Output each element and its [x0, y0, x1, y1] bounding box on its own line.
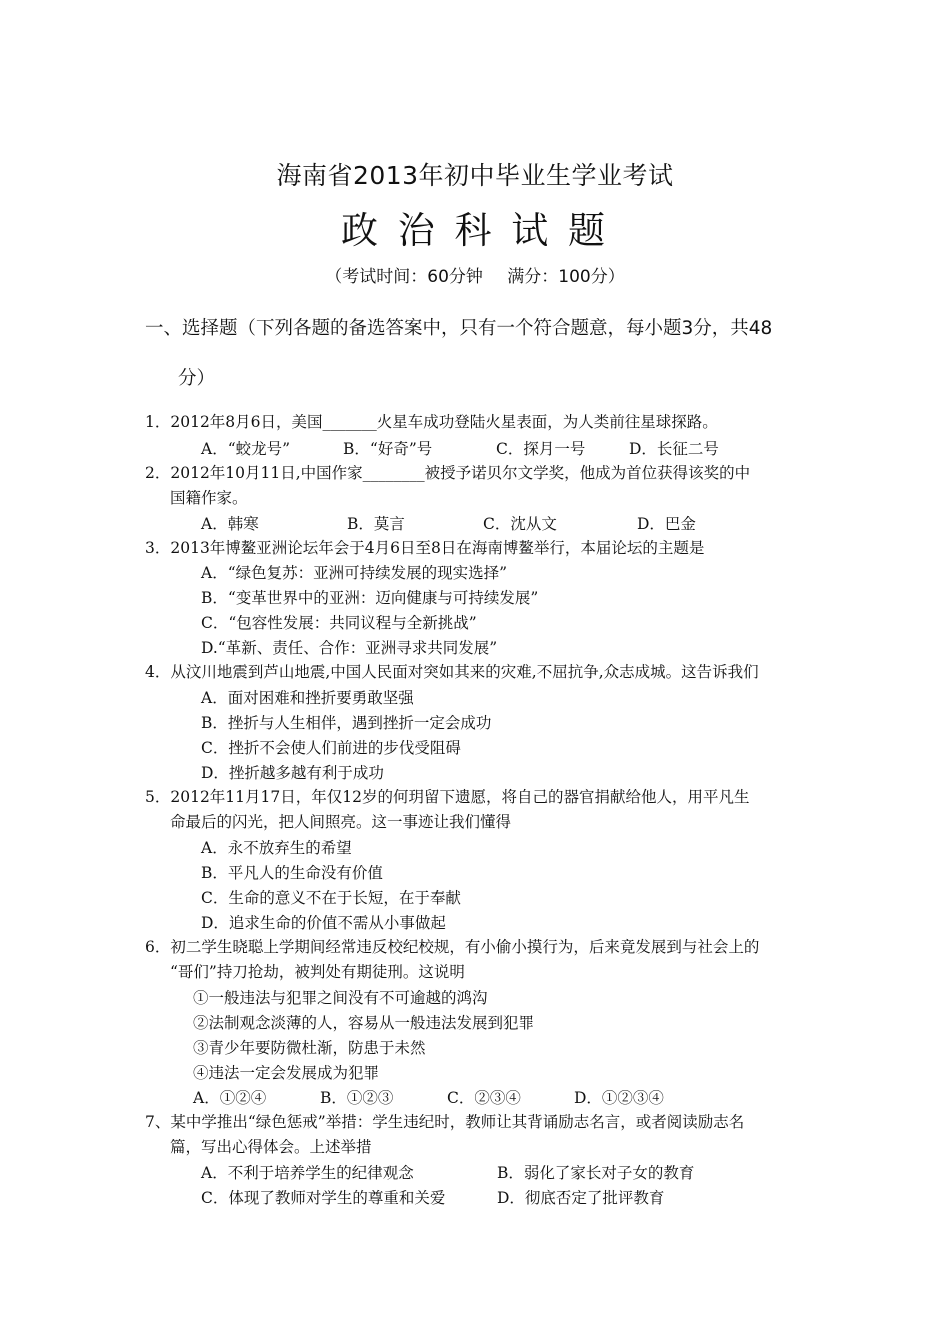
- question-7-option-b: B．弱化了家长对子女的教育: [497, 1164, 695, 1182]
- section-heading-cont: 分）: [178, 368, 216, 389]
- exam-info: （考试时间：60分钟 满分：100分）: [325, 267, 625, 287]
- question-7-stem-cont: 篇，写出心得体会。上述举措: [170, 1138, 372, 1156]
- question-6-option-d: D．①②③④: [574, 1089, 664, 1107]
- question-4-option-a: A．面对困难和挫折要勇敢坚强: [201, 689, 414, 707]
- question-7-stem: 7、某中学推出“绿色惩戒”举措：学生违纪时，教师让其背诵励志名言，或者阅读励志名: [145, 1113, 745, 1131]
- question-1-option-c: C．探月一号: [496, 440, 586, 458]
- question-3-stem: 3．2013年博鳌亚洲论坛年会于4月6日至8日在海南博鳌举行，本届论坛的主题是: [145, 539, 705, 557]
- question-3-option-c: C．“包容性发展：共同议程与全新挑战”: [201, 614, 477, 632]
- question-2-option-a: A．韩寒: [201, 515, 259, 533]
- question-1-option-d: D．长征二号: [629, 440, 719, 458]
- question-6-option-a: A．①②④: [193, 1089, 267, 1107]
- question-5-option-d: D．追求生命的价值不需从小事做起: [201, 914, 446, 932]
- question-3-option-d: D.“革新、责任、合作：亚洲寻求共同发展”: [201, 639, 498, 657]
- question-4-stem: 4．从汶川地震到芦山地震,中国人民面对突如其来的灾难,不屈抗争,众志成城。这告诉我们: [145, 663, 759, 681]
- question-6-statement-4: ④违法一定会发展成为犯罪: [193, 1064, 380, 1082]
- question-6-stem: 6．初二学生晓聪上学期间经常违反校纪校规，有小偷小摸行为，后来竟发展到与社会上的: [145, 938, 760, 956]
- subject-title: 政 治 科 试 题: [340, 209, 610, 252]
- question-6-statement-3: ③青少年要防微杜渐，防患于未然: [193, 1039, 426, 1057]
- question-5-stem: 5．2012年11月17日，年仅12岁的何玥留下遗愿，将自己的器官捐献给他人，用平凡生: [145, 788, 750, 806]
- question-2-option-c: C．沈从文: [483, 515, 557, 533]
- question-6-stem-cont: “哥们”持刀抢劫，被判处有期徒刑。这说明: [170, 963, 465, 981]
- question-3-option-b: B．“变革世界中的亚洲：迈向健康与可持续发展”: [201, 589, 539, 607]
- section-heading: 一、选择题（下列各题的备选答案中，只有一个符合题意，每小题3分，共48: [145, 318, 773, 339]
- question-5-option-a: A．永不放弃生的希望: [201, 839, 352, 857]
- question-3-option-a: A．“绿色复苏：亚洲可持续发展的现实选择”: [201, 564, 508, 582]
- question-7-option-d: D．彻底否定了批评教育: [497, 1189, 665, 1207]
- exam-title: 海南省2013年初中毕业生学业考试: [276, 161, 674, 190]
- question-7-option-c: C．体现了教师对学生的尊重和关爱: [201, 1189, 446, 1207]
- question-2-option-d: D．巴金: [637, 515, 696, 533]
- question-7-option-a: A．不利于培养学生的纪律观念: [201, 1164, 414, 1182]
- question-6-option-c: C．②③④: [447, 1089, 521, 1107]
- question-1-stem: 1．2012年8月6日，美国_______火星车成功登陆火星表面，为人类前往星球探路。: [145, 413, 718, 431]
- question-1-option-b: B．“好奇”号: [343, 440, 433, 458]
- question-2-stem: 2．2012年10月11日,中国作家________被授予诺贝尔文学奖，他成为首位获得该奖的中: [145, 464, 751, 482]
- question-5-option-b: B．平凡人的生命没有价值: [201, 864, 383, 882]
- question-2-option-b: B．莫言: [347, 515, 405, 533]
- question-6-option-b: B．①②③: [320, 1089, 394, 1107]
- question-4-option-c: C．挫折不会使人们前进的步伐受阻碍: [201, 739, 461, 757]
- question-4-option-b: B．挫折与人生相伴，遇到挫折一定会成功: [201, 714, 492, 732]
- question-6-statement-2: ②法制观念淡薄的人，容易从一般违法发展到犯罪: [193, 1014, 535, 1032]
- question-5-stem-cont: 命最后的闪光，把人间照亮。这一事迹让我们懂得: [170, 813, 512, 831]
- question-2-stem-cont: 国籍作家。: [170, 489, 248, 507]
- question-4-option-d: D．挫折越多越有利于成功: [201, 764, 384, 782]
- question-5-option-c: C．生命的意义不在于长短，在于奉献: [201, 889, 461, 907]
- question-1-option-a: A．“蛟龙号”: [201, 440, 291, 458]
- question-6-statement-1: ①一般违法与犯罪之间没有不可逾越的鸿沟: [193, 989, 488, 1007]
